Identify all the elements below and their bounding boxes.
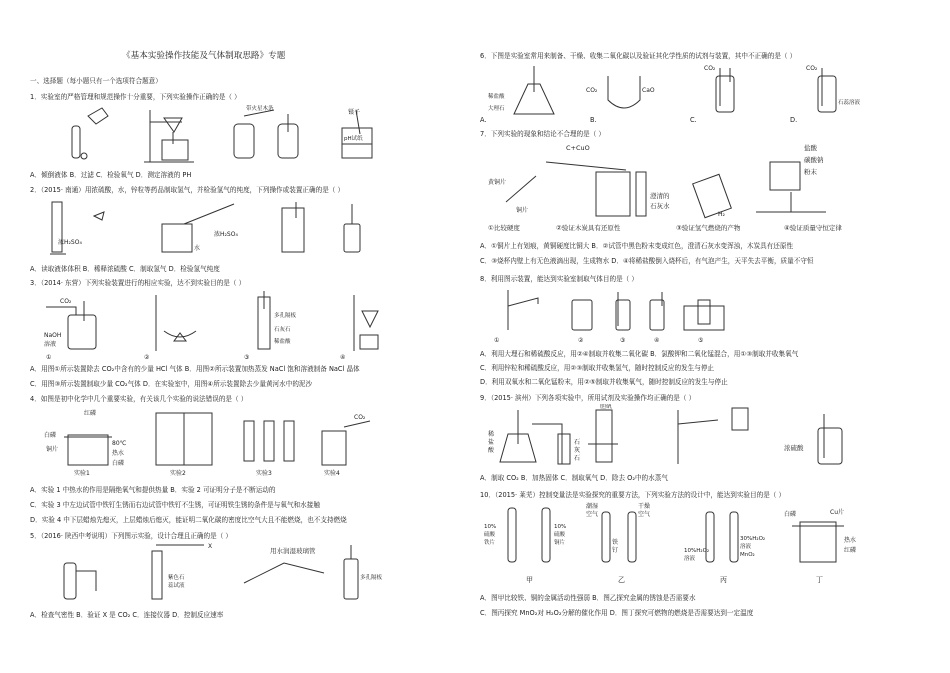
q1-label-tweezers: 镊子 [348, 109, 361, 116]
question-7-option-c: C．③烧杯内壁上有无色液滴出现，生成物水 D．④将稀盐酸倒入烧杯后，有气泡产生，天平失去平衡，质量不守恒 [480, 257, 814, 265]
q4-label-80c: 80℃ [112, 440, 127, 447]
question-3-option-a: A．用图①所示装置除去 CO₂中含有的少量 HCl 气体 B．用图②所示装置加热蒸发 NaCl 饱和溶液制备 NaCl 晶体 [30, 365, 360, 373]
question-3-option-c: C．用图③所示装置制取少量 CO₂气体 D．在实验室中，用图④所示装置除去少量黄河水中的泥沙 [30, 380, 313, 388]
question-2-options: A．读取液体体积 B．稀释浓硫酸 C．制取氢气 D．检验氢气纯度 [30, 265, 220, 273]
question-2-stem: 2．（2015· 南通）用浓硫酸，水，锌粒等药品制取氢气，并检验氢气的纯度，下列操作或装置正确的是（ ） [30, 186, 345, 194]
q10-label-12: 空气 [638, 511, 651, 518]
question-9-stem: 9．（2015· 滨州）下列各项实验中，所用试剂及实验操作均正确的是（ ） [480, 394, 696, 402]
q4-label-exp4: 实验4 [324, 470, 340, 477]
q9-label-a6: 石 [574, 455, 581, 462]
q3-label-fig3: ③ [244, 354, 250, 361]
q7-label-copper: 铜片 [516, 207, 529, 214]
q7-label-limewater2: 石灰水 [650, 202, 670, 210]
question-5-figures [44, 543, 384, 605]
q10-label-20: 热水 [844, 537, 857, 544]
section-heading: 一、选择题（每小题只有一个选项符合题意） [30, 77, 162, 85]
q8-label-4: ④ [654, 337, 660, 344]
q9-label-a1: 稀 [488, 431, 495, 438]
question-9-figures [488, 404, 908, 470]
q5-label-plate: 多孔隔板 [360, 575, 383, 581]
q7-label-h2: H₂ [718, 211, 725, 218]
q9-label-blue-vitriol: 胆矾 [600, 404, 613, 410]
q8-label-1: ① [494, 337, 500, 344]
question-5-diagram [44, 543, 384, 605]
q10-label-13: 30%H₂O₂ [740, 536, 766, 542]
question-1-stem: 1．实验室的严格管理和规范操作十分重要，下列实验操作正确的是（ ） [30, 93, 241, 101]
q10-panel-jia: 甲 [526, 576, 533, 584]
q4-label-hot-water: 热水 [112, 450, 125, 457]
q9-label-a2: 盐 [488, 439, 495, 446]
q7-label-powder: 粉末 [804, 168, 817, 176]
q10-label-17: MnO₂ [740, 552, 755, 558]
question-7-stem: 7．下列实验的现象和结论不合理的是（ ） [480, 130, 605, 138]
q7-label-brass: 黄铜片 [488, 179, 507, 186]
q9-label-h2so4: 浓硫酸 [784, 444, 804, 452]
q4-label-exp1: 实验1 [74, 470, 90, 477]
q7-label-c-cuo: C+CuO [566, 144, 590, 152]
q4-label-red-p: 红磷 [84, 410, 97, 417]
question-3-stem: 3．（2014· 东营）下列实验装置进行的相应实验，达不到实验目的是（ ） [30, 279, 246, 287]
q3-label-fig1: ① [46, 354, 52, 361]
question-4-option-d: D．实验 4 中下层蜡烛先熄灭，上层蜡烛后熄灭，能证明二氧化碳的密度比空气大且不能燃烧，也不支持燃烧 [30, 516, 347, 524]
q7-caption-2: ②验证木炭具有还原性 [556, 224, 621, 232]
question-8-option-a: A．利用大理石和稀硫酸反应，用②④制取并收集二氧化碳 B．氯酸钾和二氧化锰混合，用①③制取并收集氧气 [480, 350, 799, 358]
q4-label-co2: CO₂ [354, 414, 366, 421]
q10-label-16: 溶液 [684, 556, 696, 562]
q6-label-co2-d: CO₂ [806, 65, 818, 72]
question-4-figures [44, 407, 384, 479]
question-7-option-a: A．①铜片上有划痕，黄铜硬度比铜大 B．②试管中黑色粉末变成红色，澄清石灰水变浑浊，木炭具有还原性 [480, 242, 794, 250]
question-4-stem: 4．如图是初中化学中几个重要实验，有关该几个实验的说法错误的是（ ） [30, 395, 248, 403]
question-5-stem: 5．（2016· 陕西中考说明）下列图示实验，设计合理且正确的是（ ） [30, 532, 232, 540]
q1-label-ph-paper: pH试纸 [344, 136, 363, 142]
question-10-stem: 10．（2015· 莱芜）控制变量法是实验探究的重要方法，下列实验方法的设计中，能达到实验目的是（ ） [480, 491, 786, 499]
q8-label-2: ② [578, 337, 584, 344]
q8-label-5: ⑤ [698, 337, 704, 344]
q6-label-co2-c: CO₂ [704, 65, 716, 72]
q6-label-marble: 大理石 [488, 106, 505, 112]
q7-label-hcl: 盐酸 [804, 144, 817, 152]
q10-label-1: 10% [484, 524, 497, 530]
q3-label-limestone: 石灰石 [274, 327, 291, 333]
question-6-option-c: C. [690, 116, 697, 124]
question-5-options: A．检查气密性 B．验证 X 是 CO₂ C．连接仪器 D．控制反应速率 [30, 611, 224, 619]
q7-caption-4: ④验证质量守恒定律 [784, 224, 842, 232]
q9-label-a3: 酸 [488, 447, 495, 454]
q10-label-18: 白磷 [784, 511, 797, 518]
question-1-diagram [44, 104, 374, 166]
q10-label-7: 潮湿 [586, 503, 599, 510]
question-10-option-a: A．图甲比较铁、铜的金属活动性强弱 B．图乙探究金属的锈蚀是否需要水 [480, 594, 696, 602]
question-10-option-c: C．图丙探究 MnO₂对 H₂O₂分解的催化作用 D．图丁探究可燃物的燃烧是否需要达到一定温度 [480, 609, 754, 617]
question-8-option-d: D．利用双氧水和二氧化锰粉末，用②⑤制取并收集氧气，随时控制反应的发生与停止 [480, 378, 728, 386]
question-6-option-a: A. [480, 116, 487, 124]
q7-caption-1: ①比较硬度 [488, 224, 520, 232]
q10-panel-ding: 丁 [816, 576, 823, 584]
q5-label-litmus2: 蕊试液 [168, 583, 185, 589]
question-6-option-d: D. [790, 116, 798, 124]
q4-label-exp3: 实验3 [256, 470, 272, 477]
q10-label-5: 硫酸 [554, 532, 566, 538]
q10-label-6: 铜片 [554, 540, 566, 546]
question-6-stem: 6．下图是实验室常用来制备、干燥、收集二氧化碳以及验证其化学性质的试剂与装置，其中不正确的是（ ） [480, 52, 797, 60]
q6-label-cao: CaO [642, 87, 655, 94]
question-7-figures [486, 142, 916, 234]
question-6-diagram [488, 62, 908, 120]
q10-label-8: 空气 [586, 511, 599, 518]
q3-label-plate: 多孔隔板 [274, 313, 297, 319]
document-title: 《基本实验操作技能及气体制取思路》专题 [122, 51, 286, 61]
question-8-diagram [488, 286, 748, 344]
q5-label-litmus1: 紫色石 [168, 575, 185, 581]
q10-label-2: 硫酸 [484, 532, 496, 538]
q6-label-litmus: 石蕊溶液 [838, 100, 861, 106]
question-2-diagram [44, 198, 384, 260]
q10-label-9: 铁 [612, 539, 619, 546]
question-6-figures [488, 62, 908, 120]
q10-label-10: 钉 [612, 547, 619, 554]
q3-label-fig4: ④ [340, 354, 346, 361]
question-1-options: A．倾倒液体 B．过滤 C．检验氧气 D．测定溶液的 PH [30, 171, 192, 179]
q3-label-hcl: 稀盐酸 [274, 339, 291, 345]
question-6-option-b: B. [590, 116, 597, 124]
q10-panel-yi: 乙 [618, 576, 625, 584]
q10-label-19: Cu片 [830, 509, 844, 516]
q8-label-3: ③ [620, 337, 626, 344]
q10-label-21: 红磷 [844, 547, 857, 554]
q7-label-na2co3: 碳酸钠 [804, 156, 824, 164]
q5-label-x: X [208, 543, 213, 550]
q2-label-acid-b: 浓H₂SO₄ [214, 231, 238, 238]
question-4-option-c: C．实验 3 中左边试管中铁钉生锈而右边试管中铁钉不生锈，可证明铁生锈的条件是与氧气和水接触 [30, 501, 320, 509]
q3-label-fig2: ② [144, 354, 150, 361]
q10-panel-bing: 丙 [720, 576, 727, 584]
question-8-option-c: C．利用锌粒和稀硫酸反应，用②③制取并收集氢气，随时控制反应的发生与停止 [480, 364, 715, 372]
q4-label-white-p1: 白磷 [44, 432, 57, 439]
question-9-options: A．制取 CO₂ B．加热固体 C．制取氧气 D．除去 O₂中的水蒸气 [480, 474, 668, 482]
q9-label-a4: 石 [574, 439, 581, 446]
q6-label-co2-b: CO₂ [586, 87, 598, 94]
q10-label-14: 溶液 [740, 544, 752, 550]
question-9-diagram [488, 404, 908, 470]
q5-label-wet-tube: 用水润湿玻璃管 [270, 547, 316, 555]
q1-label-splint: 带火星木条 [246, 106, 274, 112]
q10-label-11: 干燥 [638, 503, 651, 510]
question-2-figures [44, 198, 384, 260]
question-8-figures [488, 286, 748, 344]
q3-label-co2: CO₂ [60, 298, 72, 305]
q6-label-hcl: 稀盐酸 [488, 94, 505, 100]
question-4-option-a: A．实验 1 中热水的作用是隔绝氧气和提供热量 B．实验 2 可证明分子是不断运动的 [30, 486, 276, 494]
q4-label-exp2: 实验2 [170, 470, 186, 477]
question-10-figures [484, 502, 914, 586]
q10-label-4: 10% [554, 524, 567, 530]
q7-label-limewater1: 澄清的 [650, 192, 670, 200]
question-4-diagram [44, 407, 384, 479]
q10-label-3: 铁片 [484, 540, 496, 546]
q4-label-copper: 铜片 [46, 446, 59, 453]
question-7-diagram [486, 142, 916, 234]
q3-label-solution: 溶液 [44, 341, 57, 348]
question-3-figures [44, 291, 384, 361]
q4-label-white-p2: 白磷 [112, 460, 125, 467]
q2-label-acid-a: 浓H₂SO₄ [58, 239, 82, 246]
q3-label-naoh: NaOH [44, 332, 62, 339]
q10-label-15: 10%H₂O₂ [684, 548, 710, 554]
q9-label-a5: 灰 [574, 447, 581, 454]
question-1-figures [44, 104, 374, 166]
question-8-stem: 8．利用图示装置，能达到实验室制取气体目的是（ ） [480, 275, 638, 283]
question-10-diagram [484, 502, 914, 586]
q2-label-water: 水 [194, 245, 201, 252]
question-3-diagram [44, 291, 384, 361]
q7-caption-3: ③验证氢气燃烧的产物 [676, 224, 741, 232]
